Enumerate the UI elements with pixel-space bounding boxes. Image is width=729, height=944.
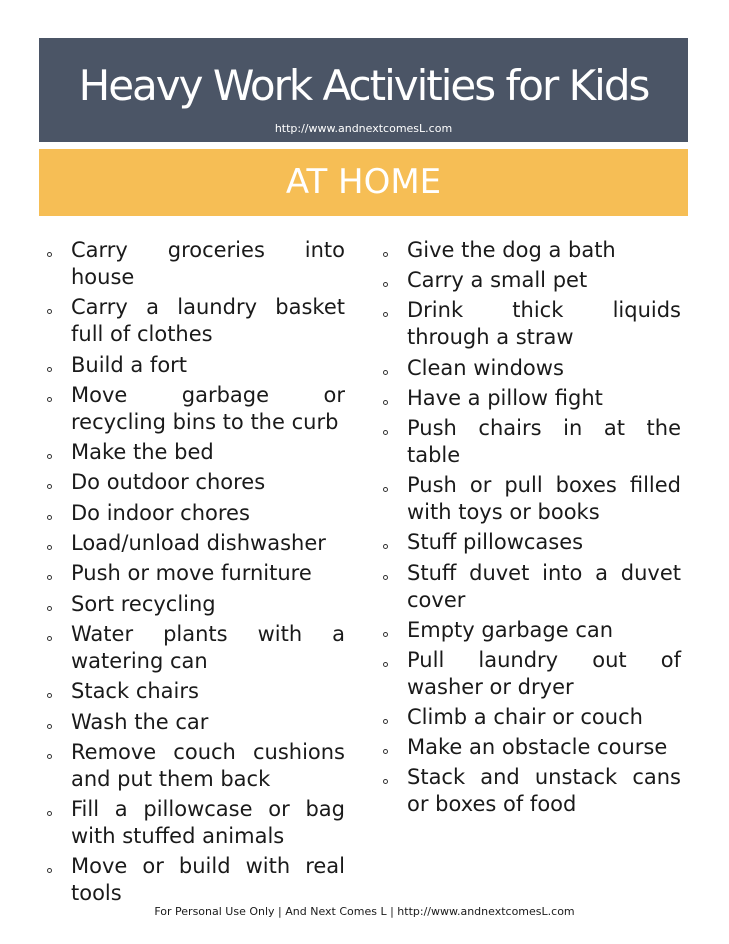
list-item xyxy=(45,621,345,675)
list-item-text: Drink thick liquids through a straw xyxy=(407,298,681,350)
list-item xyxy=(45,560,345,587)
section-banner xyxy=(39,149,688,216)
circle-bullet-icon xyxy=(383,575,388,580)
list-item xyxy=(45,709,345,736)
list-item xyxy=(45,796,345,850)
list-item xyxy=(45,530,345,557)
list-item-text: Stuff duvet into a duvet cover xyxy=(407,560,681,612)
list-item xyxy=(381,704,681,731)
list-item xyxy=(45,439,345,466)
list-item-text: Climb a chair or couch xyxy=(407,705,643,730)
list-item-text: Move garbage or recycling bins to the curb xyxy=(71,382,345,434)
list-item-text: Carry groceries into house xyxy=(71,238,345,289)
list-item xyxy=(381,764,681,818)
list-item xyxy=(381,647,681,701)
list-item-text: Sort recycling xyxy=(71,591,216,616)
header-url[interactable]: http://www.andnextcomesL.com xyxy=(274,122,453,135)
list-item-text: Stuff pillowcases xyxy=(407,530,584,555)
circle-bullet-icon xyxy=(47,636,52,641)
circle-bullet-icon xyxy=(383,544,388,549)
circle-bullet-icon xyxy=(383,779,388,784)
activity-list-left xyxy=(45,237,345,911)
list-item-text: Make an obstacle course xyxy=(407,735,668,760)
list-item-text: Give the dog a bath xyxy=(407,238,616,262)
list-item xyxy=(381,734,681,761)
list-item xyxy=(381,267,681,294)
list-item-text: Have a pillow fight xyxy=(407,385,603,410)
list-item-text: Make the bed xyxy=(71,440,214,465)
circle-bullet-icon xyxy=(47,545,52,550)
list-item xyxy=(381,472,681,526)
circle-bullet-icon xyxy=(47,484,52,489)
circle-bullet-icon xyxy=(383,252,388,257)
circle-bullet-icon xyxy=(47,724,52,729)
list-item xyxy=(381,237,681,264)
list-item-text: Remove couch cushions and put them back xyxy=(71,739,345,791)
circle-bullet-icon xyxy=(383,370,388,375)
circle-bullet-icon xyxy=(383,487,388,492)
list-item-text: Do indoor chores xyxy=(71,500,250,525)
list-item xyxy=(45,739,345,793)
list-item xyxy=(45,382,345,436)
circle-bullet-icon xyxy=(383,749,388,754)
circle-bullet-icon xyxy=(383,282,388,287)
list-item xyxy=(45,294,345,348)
circle-bullet-icon xyxy=(383,662,388,667)
list-item-text: Carry a small pet xyxy=(407,268,588,293)
list-item-text: Water plants with a watering can xyxy=(71,621,345,673)
list-item-text: Push or move furniture xyxy=(71,561,312,586)
list-item xyxy=(381,529,681,556)
circle-bullet-icon xyxy=(47,515,52,520)
list-item-text: Clean windows xyxy=(407,355,564,380)
list-item xyxy=(381,560,681,614)
circle-bullet-icon xyxy=(383,632,388,637)
circle-bullet-icon xyxy=(47,575,52,580)
list-item xyxy=(45,237,345,291)
activity-list-right xyxy=(381,237,681,822)
list-item xyxy=(381,355,681,382)
list-item xyxy=(381,385,681,412)
circle-bullet-icon xyxy=(47,309,52,314)
circle-bullet-icon xyxy=(47,811,52,816)
list-item-text: Load/unload dishwasher xyxy=(71,531,326,556)
circle-bullet-icon xyxy=(383,312,388,317)
list-item-text: Push chairs in at the table xyxy=(407,415,681,467)
circle-bullet-icon xyxy=(47,367,52,372)
page-footer: For Personal Use Only | And Next Comes L | http://www.andnextcomesL.com xyxy=(154,905,575,918)
list-item xyxy=(381,297,681,351)
circle-bullet-icon xyxy=(383,430,388,435)
list-item-text: Stack and unstack cans or boxes of food xyxy=(407,765,681,817)
list-item-text: Move or build with real tools xyxy=(71,854,345,906)
circle-bullet-icon xyxy=(47,454,52,459)
list-item-text: Empty garbage can xyxy=(407,617,614,642)
section-title: AT HOME xyxy=(285,162,442,202)
list-item xyxy=(45,678,345,705)
list-item-text: Stack chairs xyxy=(71,679,199,704)
header-banner xyxy=(39,38,688,142)
circle-bullet-icon xyxy=(47,868,52,873)
circle-bullet-icon xyxy=(47,693,52,698)
page-title: Heavy Work Activities for Kids xyxy=(78,61,649,110)
list-item-text: Wash the car xyxy=(71,709,209,734)
list-item-text: Do outdoor chores xyxy=(71,470,266,495)
circle-bullet-icon xyxy=(383,400,388,405)
circle-bullet-icon xyxy=(47,252,52,257)
circle-bullet-icon xyxy=(47,606,52,611)
list-item xyxy=(45,500,345,527)
list-item-text: Carry a laundry basket full of clothes xyxy=(71,295,345,347)
list-item-text: Push or pull boxes filled with toys or books xyxy=(407,473,681,525)
list-item xyxy=(45,469,345,496)
circle-bullet-icon xyxy=(47,754,52,759)
list-item xyxy=(45,591,345,618)
list-item-text: Fill a pillowcase or bag with stuffed animals xyxy=(71,797,345,849)
list-item xyxy=(381,415,681,469)
list-item xyxy=(45,853,345,907)
list-item xyxy=(45,352,345,379)
list-item-text: Pull laundry out of washer or dryer xyxy=(407,647,681,699)
circle-bullet-icon xyxy=(47,397,52,402)
circle-bullet-icon xyxy=(383,719,388,724)
list-item-text: Build a fort xyxy=(71,352,188,377)
list-item xyxy=(381,617,681,644)
